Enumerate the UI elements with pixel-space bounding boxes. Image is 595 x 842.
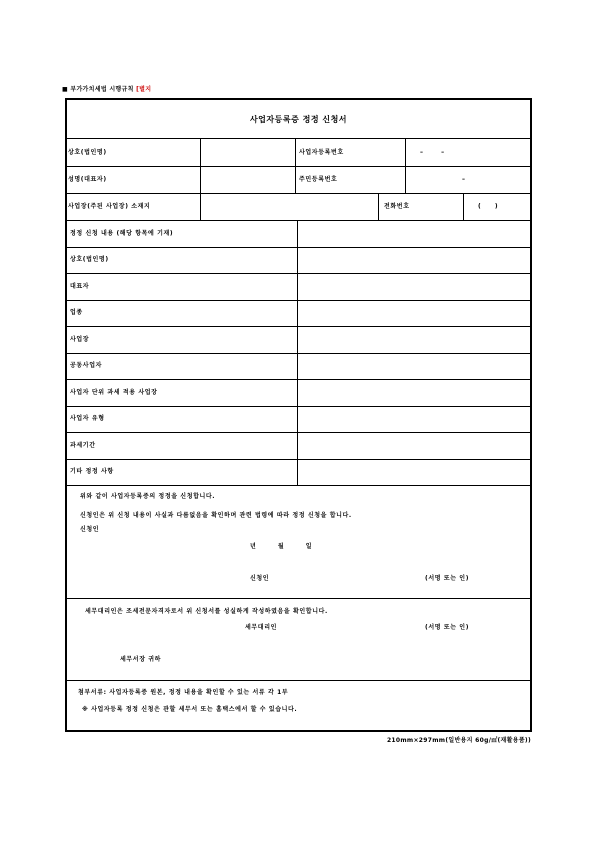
- resident-number-value: –: [462, 176, 466, 183]
- divider-line: [66, 273, 531, 274]
- divider-line: [463, 194, 464, 220]
- form-reference-tag: [별지: [136, 86, 152, 93]
- label-company-name: 상호(법인명): [68, 149, 107, 156]
- business-number-value: – –: [420, 149, 453, 156]
- divider-line: [405, 139, 406, 193]
- declaration-line: 신청인은 위 신청 내용이 사실과 다름없음을 확인하며 관련 법령에 따라 정정 신청을 합니다.: [80, 512, 352, 519]
- divider-line: [66, 379, 531, 380]
- divider-line: [66, 220, 531, 221]
- divider-line: [66, 485, 531, 486]
- attachment-line: 첨부서류: 사업자등록증 원본, 정정 내용을 확인할 수 있는 서류 각 1부: [78, 689, 289, 696]
- form-reference-note: [62, 84, 151, 93]
- item-label: 과세기간: [70, 442, 96, 449]
- label-resident-number: 주민등록번호: [299, 176, 338, 183]
- declaration-line: 신청인: [80, 526, 100, 533]
- item-label: 업종: [70, 309, 83, 316]
- divider-line: [66, 138, 531, 139]
- divider-line: [66, 326, 531, 327]
- divider-line: [66, 166, 531, 167]
- divider-line: [66, 247, 531, 248]
- phone-value: ( ): [478, 203, 504, 210]
- divider-line: [66, 300, 531, 301]
- item-label: 상호(법인명): [70, 256, 109, 263]
- item-label: 대표자: [70, 283, 90, 290]
- form-reference-text: ■ 부가가치세법 시행규칙: [62, 86, 134, 93]
- divider-line: [66, 353, 531, 354]
- divider-line: [297, 221, 298, 485]
- divider-line: [66, 193, 531, 194]
- label-business-number: 사업자등록번호: [299, 149, 344, 156]
- label-representative: 성명(대표자): [68, 176, 107, 183]
- divider-line: [378, 194, 379, 220]
- items-header: 정정 신청 내용 (해당 항목에 기재): [70, 230, 174, 237]
- declaration-line: 위와 같이 사업자등록증의 정정을 신청합니다.: [80, 493, 216, 500]
- agent-signature: (서명 또는 인): [425, 624, 470, 631]
- item-label: 사업자 단위 과세 적용 사업장: [70, 389, 158, 396]
- signer-label: 신청인: [250, 575, 270, 582]
- item-label: 공동사업자: [70, 362, 102, 369]
- signer-signature: (서명 또는 인): [425, 575, 470, 582]
- declaration-date: 년 월 일: [250, 543, 322, 550]
- divider-line: [200, 139, 201, 220]
- item-label: 사업자 유형: [70, 415, 105, 422]
- form-title: 사업자등록증 정정 신청서: [249, 115, 348, 124]
- agent-statement: 세무대리인은 조세전문자격자로서 위 신청서를 성실하게 작성하였음을 확인합니다.: [85, 608, 328, 615]
- divider-line: [66, 406, 531, 407]
- divider-line: [66, 598, 531, 599]
- paper-spec: 210mm×297mm(일반용지 60g/㎡(재활용품)): [386, 737, 531, 744]
- divider-line: [66, 459, 531, 460]
- attachment-note: ※ 사업자등록 정정 신청은 관할 세무서 또는 홈택스에서 할 수 있습니다.: [82, 706, 298, 713]
- item-label: 사업장: [70, 336, 90, 343]
- label-business-address: 사업장(주된 사업장) 소재지: [68, 203, 151, 210]
- divider-line: [295, 139, 296, 193]
- divider-line: [66, 680, 531, 681]
- label-phone: 전화번호: [384, 203, 410, 210]
- divider-line: [66, 432, 531, 433]
- item-label: 기타 정정 사항: [70, 468, 114, 475]
- recipient: 세무서장 귀하: [120, 656, 162, 663]
- agent-label: 세무대리인: [245, 624, 277, 631]
